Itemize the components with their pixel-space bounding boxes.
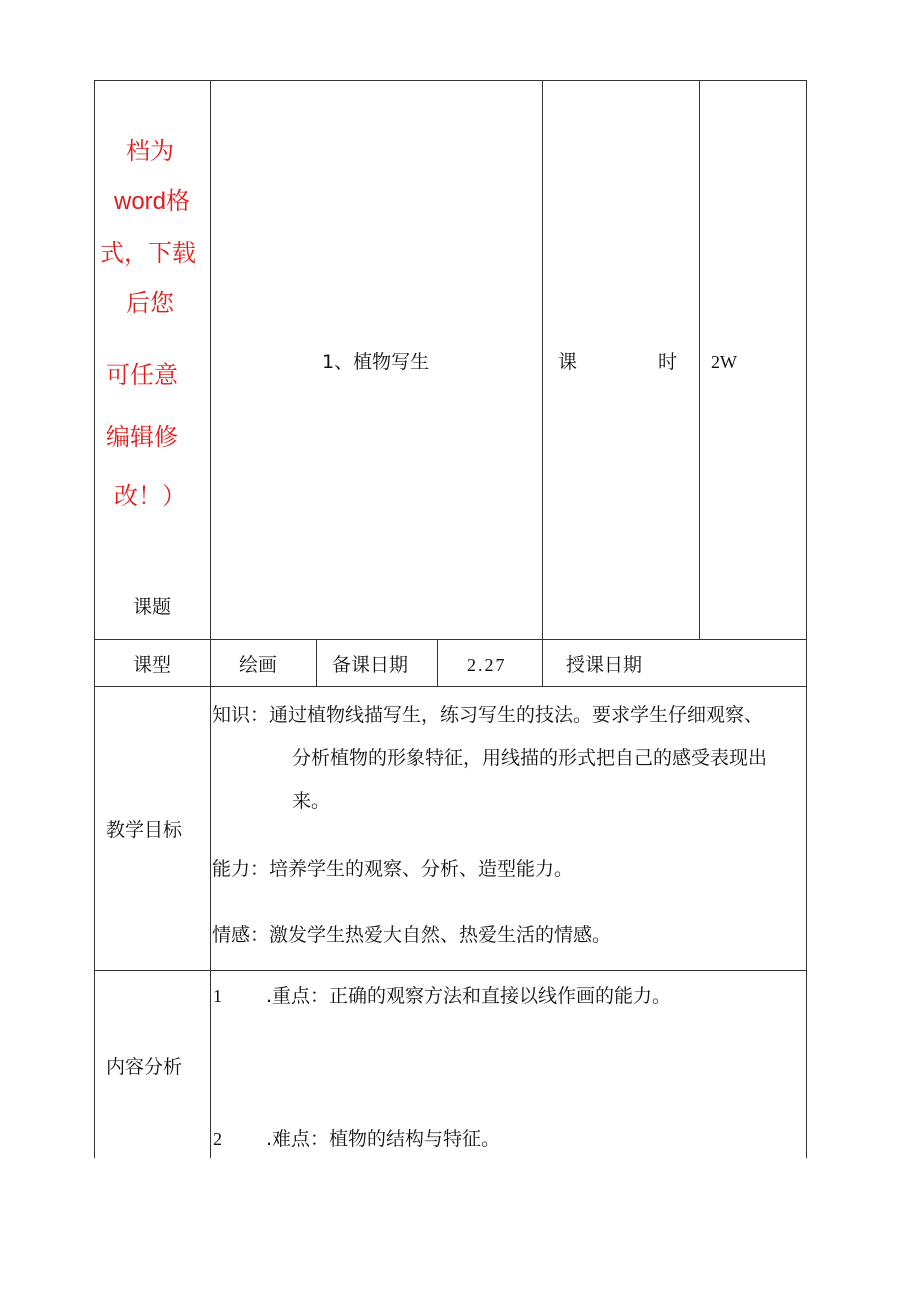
notice-line-3: 式，下载 [100, 239, 196, 267]
lesson-type-label: 课型 [133, 654, 172, 676]
period-value: 2W [711, 352, 737, 372]
prep-date-value: 2.27 [467, 655, 507, 675]
table-border-col-period [699, 80, 700, 639]
notice-line-6: 编辑修 [106, 423, 178, 451]
notice-line-7: 改！） [114, 482, 186, 510]
notice-line-5: 可任意 [106, 361, 178, 389]
content-analysis-label: 内容分析 [106, 1056, 183, 1078]
table-border-col1 [210, 80, 211, 1158]
notice-line-1: 档为 [126, 137, 174, 165]
table-border-row2 [94, 686, 807, 687]
objective-knowledge-line2: 分析植物的形象特征，用线描的形式把自己的感受表现出 [292, 747, 768, 769]
table-border-col-prep [316, 639, 317, 686]
lesson-type-value: 绘画 [239, 654, 278, 676]
table-border-row3 [94, 970, 807, 971]
subject-label: 课题 [133, 596, 172, 618]
table-border-col-prepdate [437, 639, 438, 686]
table-border-top [94, 80, 807, 81]
lesson-title: 1、植物写生 [322, 351, 430, 373]
content-item-2-number: 2 [213, 1129, 222, 1149]
objectives-label: 教学目标 [106, 819, 183, 841]
objective-ability: 能力：培养学生的观察、分析、造型能力。 [212, 858, 574, 880]
period-label-1: 课 [558, 351, 578, 373]
table-border-left [94, 80, 95, 1158]
table-border-right [806, 80, 807, 1158]
content-item-1-text: .重点：正确的观察方法和直接以线作画的能力。 [266, 985, 672, 1007]
content-item-2-text: .难点：植物的结构与特征。 [266, 1128, 501, 1150]
prep-date-label: 备课日期 [332, 654, 409, 676]
period-label-2: 时 [658, 351, 678, 373]
objective-knowledge-line3: 来。 [292, 790, 331, 812]
notice-line-2: word格 [114, 188, 191, 215]
notice-line-4: 后您 [126, 289, 174, 317]
content-item-1-number: 1 [213, 986, 222, 1006]
table-border-row1 [94, 639, 807, 640]
objective-knowledge-line1: 知识：通过植物线描写生，练习写生的技法。要求学生仔细观察、 [212, 704, 764, 726]
table-border-col-title-end [542, 80, 543, 686]
teach-date-label: 授课日期 [566, 654, 643, 676]
objective-emotion: 情感：激发学生热爱大自然、热爱生活的情感。 [212, 924, 612, 946]
